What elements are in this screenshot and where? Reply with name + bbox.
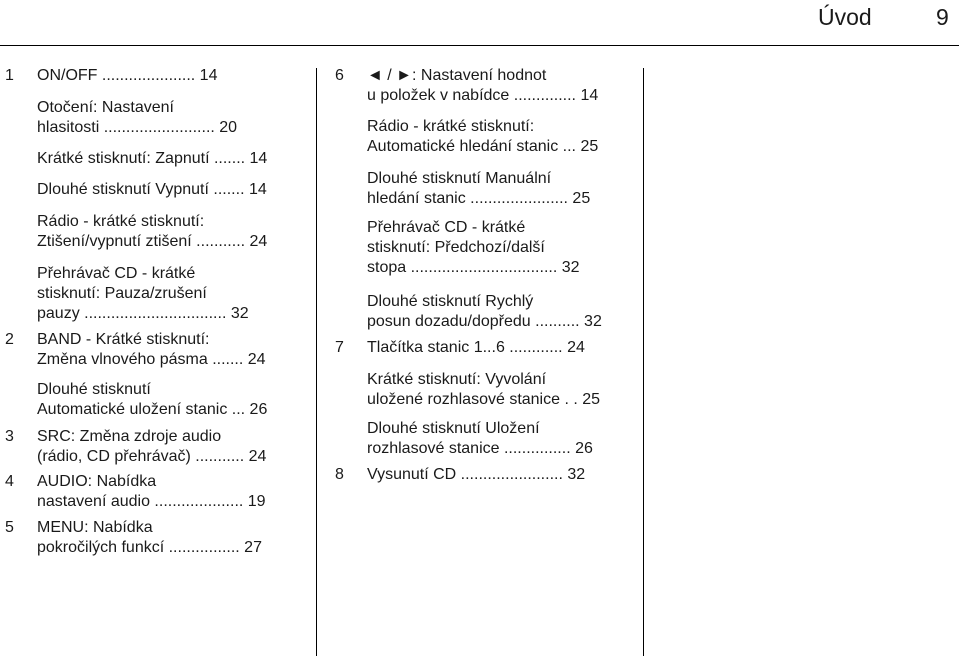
- entry-text: Dlouhé stisknutí Uložení: [367, 420, 540, 437]
- entry-keyword: ON/OFF: [37, 67, 98, 84]
- entry-number: 5: [5, 519, 14, 536]
- entry-number: 1: [5, 67, 14, 84]
- entry-text: (rádio, CD přehrávač) ........... 24: [37, 448, 267, 465]
- entry-text: Tlačítka stanic 1...6 ............ 24: [367, 339, 585, 356]
- toc-entry: [367, 419, 593, 459]
- entry-line: [367, 169, 590, 189]
- entry-text: Krátké stisknutí: Vyvolání: [367, 371, 547, 388]
- entry-text: stopa ................................. 32: [367, 259, 580, 276]
- toc-entry: [37, 380, 267, 420]
- entry-text: pauzy ................................ 32: [37, 305, 249, 322]
- toc-entry: [367, 370, 600, 410]
- entry-text: Dlouhé stisknutí Manuální: [367, 170, 552, 187]
- toc-entry: [5, 427, 267, 467]
- entry-line: [367, 218, 580, 238]
- entry-line: [367, 419, 593, 439]
- entry-line: [367, 189, 590, 209]
- entry-text: Dlouhé stisknutí: [37, 381, 151, 398]
- toc-entry: [5, 330, 266, 370]
- toc-entry: [37, 212, 267, 252]
- entry-line: [367, 117, 598, 137]
- toc-entry: [367, 169, 590, 209]
- entry-line: [37, 400, 267, 420]
- entry-text: hledání stanic ...................... 25: [367, 190, 591, 207]
- entry-line: [37, 180, 267, 200]
- entry-text: Vysunutí CD ....................... 32: [367, 466, 586, 483]
- entry-text: : Nabídka: [84, 519, 153, 536]
- entry-line: [37, 149, 267, 169]
- entry-line: [367, 312, 602, 332]
- entry-text: - krátké: [467, 219, 526, 236]
- toc-entry: [37, 149, 267, 169]
- entry-text: : Nastavení hodnot: [412, 67, 547, 84]
- entry-line: [37, 98, 237, 118]
- entry-text: - krátké: [137, 265, 196, 282]
- entry-line: [367, 465, 585, 485]
- entry-line: [37, 447, 266, 467]
- entry-text: - Krátké stisknutí:: [81, 331, 210, 348]
- header-title: Úvod: [818, 4, 872, 30]
- entry-line: [367, 338, 585, 358]
- entry-text: : Nabídka: [87, 473, 157, 490]
- entry-line: [367, 292, 602, 312]
- entry-line: [37, 66, 217, 86]
- toc-entry: [367, 218, 580, 278]
- toc-entry: [367, 117, 598, 157]
- entry-text: - krátké stisknutí:: [78, 213, 205, 230]
- entry-keyword: Rádio: [367, 118, 409, 135]
- entry-keyword: SRC: [37, 428, 71, 445]
- entry-text: ..................... 14: [97, 67, 218, 84]
- entry-line: [367, 258, 580, 278]
- entry-line: [37, 118, 237, 138]
- entry-text: Automatické hledání stanic ... 25: [367, 138, 599, 155]
- entry-line: [367, 66, 598, 86]
- entry-number: 7: [335, 339, 344, 356]
- entry-line: [367, 238, 580, 258]
- toc-entry: [5, 472, 266, 512]
- entry-text: rozhlasové stanice ............... 26: [367, 440, 593, 457]
- entry-text: Automatické uložení stanic ... 26: [37, 401, 268, 418]
- entry-text: Dlouhé stisknutí Vypnutí ....... 14: [37, 181, 267, 198]
- entry-text: Změna vlnového pásma ....... 24: [37, 351, 266, 368]
- header-rule: [0, 45, 959, 46]
- entry-line: [367, 390, 600, 410]
- column-divider: [316, 68, 317, 656]
- entry-line: [37, 232, 267, 252]
- entry-line: [37, 427, 266, 447]
- entry-line: [37, 472, 266, 492]
- entry-text: uložené rozhlasové stanice . . 25: [367, 391, 601, 408]
- entry-keyword: Rádio: [37, 213, 79, 230]
- entry-number: 3: [5, 428, 14, 445]
- page-number: 9: [936, 4, 949, 30]
- toc-entry: [37, 98, 237, 138]
- entry-text: Otočení: Nastavení: [37, 99, 174, 116]
- entry-keyword: ◄ / ►: [367, 67, 413, 84]
- entry-line: [367, 86, 598, 106]
- entry-number: 8: [335, 466, 344, 483]
- entry-keyword: MENU: [37, 519, 85, 536]
- toc-entry: [335, 465, 586, 485]
- entry-text: : Změna zdroje audio: [70, 428, 222, 445]
- entry-text: hlasitosti ......................... 20: [37, 119, 238, 136]
- entry-text: - krátké stisknutí:: [408, 118, 535, 135]
- entry-text: Krátké stisknutí: Zapnutí ....... 14: [37, 150, 268, 167]
- toc-entry: [367, 292, 602, 332]
- toc-entry: [5, 518, 262, 558]
- toc-entry: [335, 338, 585, 358]
- entry-text: u položek v nabídce .............. 14: [367, 87, 599, 104]
- entry-line: [37, 212, 267, 232]
- entry-number: 6: [335, 67, 344, 84]
- entry-line: [37, 264, 249, 284]
- entry-text: Dlouhé stisknutí Rychlý: [367, 293, 534, 310]
- entry-line: [367, 137, 598, 157]
- entry-text: Ztišení/vypnutí ztišení ........... 24: [37, 233, 268, 250]
- entry-keyword: Přehrávač CD: [367, 219, 468, 236]
- entry-line: [367, 439, 593, 459]
- entry-keyword: Přehrávač CD: [37, 265, 138, 282]
- entry-line: [37, 330, 266, 350]
- entry-line: [37, 538, 262, 558]
- entry-line: [37, 304, 249, 324]
- entry-line: [37, 284, 249, 304]
- entry-line: [37, 518, 262, 538]
- entry-keyword: BAND: [37, 331, 82, 348]
- entry-number: 2: [5, 331, 14, 348]
- toc-entry: [37, 264, 249, 324]
- entry-number: 4: [5, 473, 14, 490]
- entry-line: [37, 350, 266, 370]
- entry-text: pokročilých funkcí ................ 27: [37, 539, 262, 556]
- toc-entry: [37, 180, 267, 200]
- entry-text: stisknutí: Předchozí/další: [367, 239, 545, 256]
- entry-line: [37, 492, 266, 512]
- entry-line: [367, 370, 600, 390]
- entry-text: nastavení audio .................... 19: [37, 493, 266, 510]
- column-divider-right: [643, 68, 644, 656]
- entry-line: [37, 380, 267, 400]
- toc-entry: [335, 66, 599, 106]
- toc-entry: [5, 66, 218, 86]
- entry-text: stisknutí: Pauza/zrušení: [37, 285, 207, 302]
- entry-keyword: AUDIO: [37, 473, 88, 490]
- entry-text: posun dozadu/dopředu .......... 32: [367, 313, 602, 330]
